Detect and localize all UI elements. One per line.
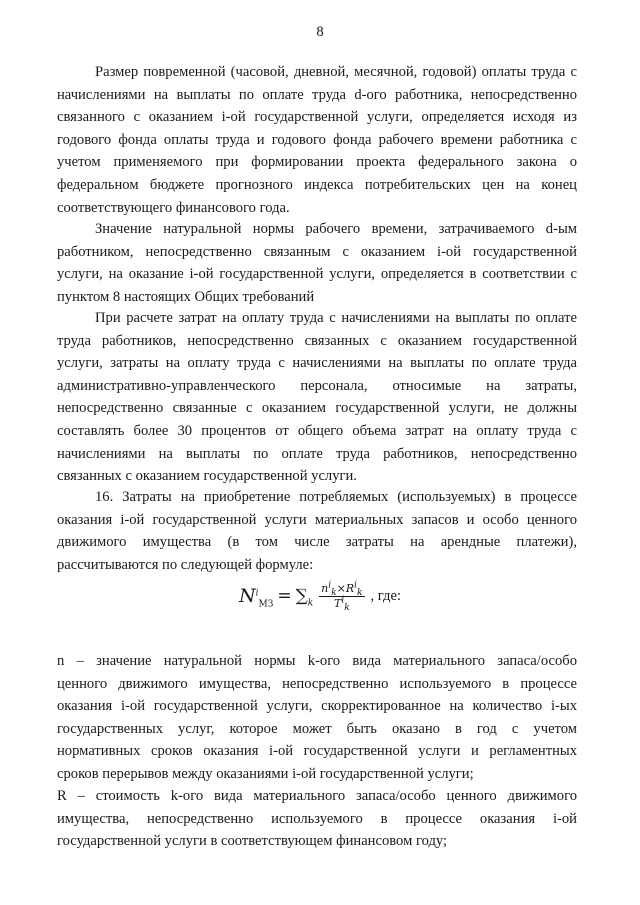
paragraph-admin-staff-limit xyxy=(57,307,577,488)
text-line: ценного движимого имущества, непосредственно используемого в процессе xyxy=(57,675,577,692)
formula-lhs: $N^i_{МЗ}$ xyxy=(238,584,274,610)
text-line: рассчитываются по следующей формуле: xyxy=(57,556,314,573)
paragraph-working-time-norm xyxy=(57,218,577,308)
definition-r xyxy=(57,785,577,853)
text-line: нормативных сроков оказания i-ой государственной услуги и регламентных xyxy=(57,743,577,760)
text-line: R – стоимость k-ого вида материального запаса/особо ценного движимого xyxy=(57,788,577,804)
text-line: учетом применяемого при формировании проекта федерального закона о xyxy=(57,154,577,171)
formula-sum: $\sum_k$ xyxy=(295,586,314,609)
formula-equals: = xyxy=(277,586,292,607)
text-line: связанного с оказанием i-ой государственной услуги, определяется исходя из xyxy=(57,109,577,126)
text-line: государственных услуг, которое может быть оказано в год с учетом xyxy=(57,720,577,737)
text-line: услуги, на оказание i-ой государственной услуги, определяется в соответствии с xyxy=(57,266,577,283)
text-line: работником, непосредственно связанным с оказанием i-ой государственной xyxy=(57,243,577,260)
text-line: движимого имущества (в том числе затраты на арендные платежи), xyxy=(57,534,577,551)
text-line: сроков перерывов между оказаниями i-ой государственной услуги; xyxy=(57,765,474,782)
text-line: n – значение натуральной нормы k-ого вида материального запаса/особо xyxy=(57,653,577,669)
text-line: соответствующего финансового года. xyxy=(57,199,290,216)
formula-fraction: $\frac{n^i_k\times R^i_k}{T^i_k}$ xyxy=(321,580,363,614)
text-line: непосредственно связанные с оказанием государственной услуги, не должны xyxy=(57,400,577,417)
text-line: услуги, затраты на оплату труда с начислениями на выплаты по оплате труда xyxy=(57,355,577,372)
text-line: годового фонда оплаты труда и годового фонда рабочего времени работника с xyxy=(57,131,577,148)
text-line: административно-управленческого персонала, относимые на затраты, xyxy=(57,377,577,394)
definition-n xyxy=(57,650,577,786)
text-line: имущества, непосредственно используемого в процессе оказания i-ой xyxy=(57,810,577,827)
text-line: связанных с оказанием государственной услуги. xyxy=(57,468,357,485)
text-line: оказания i-ой государственной услуги материальных запасов и особо ценного xyxy=(57,511,577,528)
formula-suffix: , где: xyxy=(370,588,402,605)
paragraph-salary-calculation xyxy=(57,61,577,219)
text-line: Размер повременной (часовой, дневной, месячной, годовой) оплаты труда с xyxy=(95,64,577,80)
text-line: При расчете затрат на оплату труда с начислениями на выплаты по оплате xyxy=(95,310,577,326)
text-line: труда работников, непосредственно связанных с оказанием государственной xyxy=(57,332,577,349)
text-line: федеральном бюджете прогнозного индекса потребительских цен на конец xyxy=(57,176,577,193)
text-line: Значение натуральной нормы рабочего времени, затрачиваемого d-ым xyxy=(95,221,577,237)
page-number: 8 xyxy=(316,24,324,40)
text-line: государственной услуги в соответствующем финансовом году; xyxy=(57,833,448,850)
formula-material-costs xyxy=(0,580,640,631)
text-line: оказания i-ой государственной услуги, скорректированное на количество i-ых xyxy=(57,698,577,715)
text-line: начислениями на выплаты по оплате труда работников, непосредственно xyxy=(57,445,577,462)
text-line: пунктом 8 настоящих Общих требований xyxy=(57,288,315,305)
text-line: начислениями на выплаты по оплате труда d-ого работника, непосредственно xyxy=(57,86,577,103)
text-line: составлять более 30 процентов от общего объема затрат на оплату труда с xyxy=(57,422,577,439)
text-line: 16. Затраты на приобретение потребляемых (используемых) в процессе xyxy=(95,489,577,505)
paragraph-16-material-costs xyxy=(57,486,577,576)
